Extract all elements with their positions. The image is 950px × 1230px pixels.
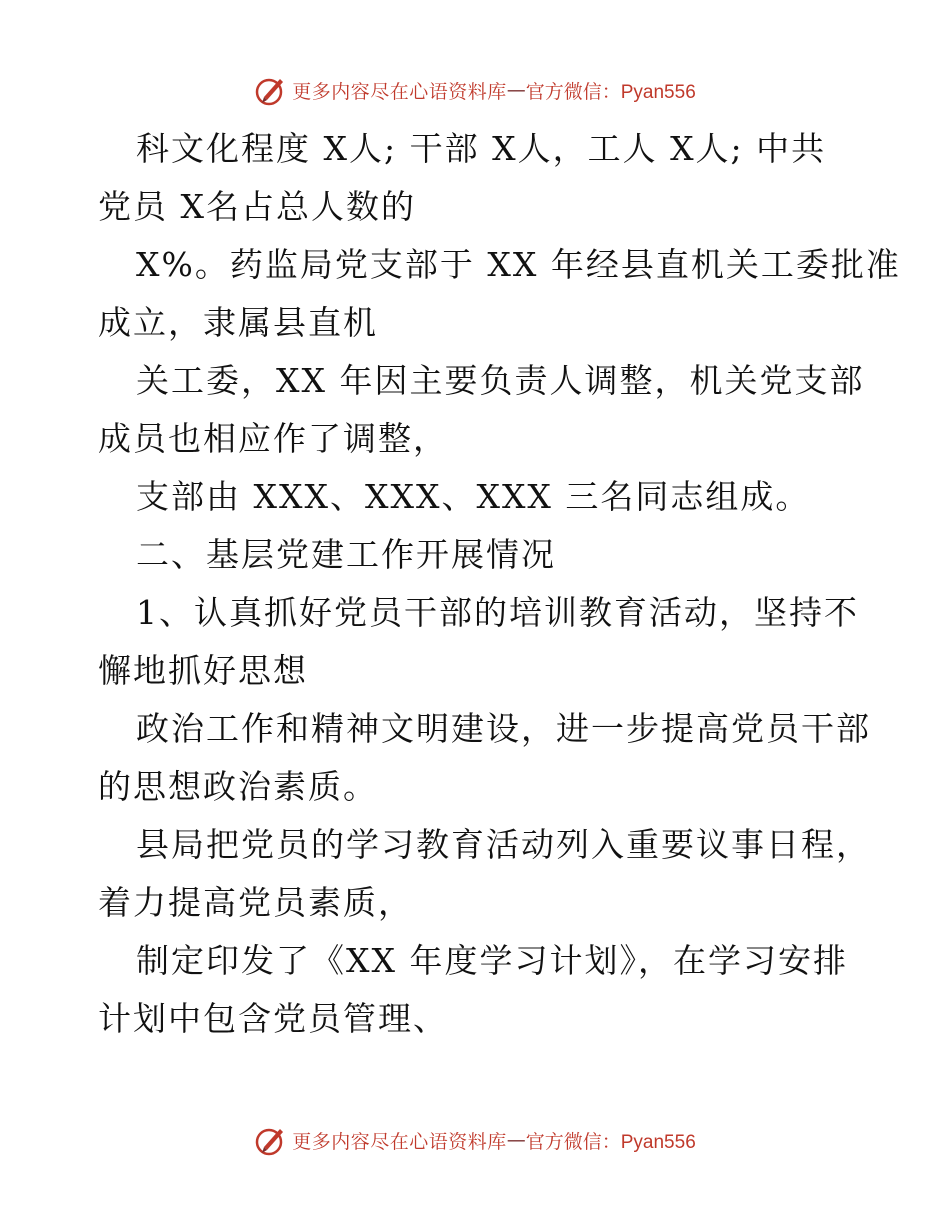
- text-line: 县局把党员的学习教育活动列入重要议事日程，: [136, 825, 871, 864]
- text-line: 支部由 XXX、XXX、XXX 三名同志组成。: [136, 477, 811, 516]
- banner-text: 更多内容尽在心语资料库: [292, 80, 507, 103]
- text-line: 的思想政治素质。: [98, 767, 378, 806]
- text-line: 政治工作和精神文明建设，进一步提高党员干部: [136, 709, 871, 748]
- text-line: 关工委，XX 年因主要负责人调整，机关党支部: [136, 361, 865, 400]
- text-line: 成员也相应作了调整，: [98, 419, 448, 458]
- text-line: 成立，隶属县直机: [98, 303, 378, 342]
- banner-wechat: 官方微信：Pyan556: [525, 81, 696, 103]
- text-line: 二、基层党建工作开展情况: [136, 535, 556, 574]
- quill-logo-icon: [254, 1123, 288, 1157]
- banner-separator: —: [506, 79, 526, 101]
- banner-separator: —: [506, 1129, 526, 1151]
- footer-banner: [0, 1120, 950, 1160]
- document-body: [98, 120, 901, 1048]
- banner-text: 更多内容尽在心语资料库: [292, 1130, 507, 1153]
- text-line: 计划中包含党员管理、: [98, 999, 448, 1038]
- text-line: X%。药监局党支部于 XX 年经县直机关工委批准: [136, 245, 901, 284]
- header-banner: [0, 70, 950, 110]
- text-line: 1、认真抓好党员干部的培训教育活动，坚持不: [136, 593, 859, 632]
- banner-wechat: 官方微信：Pyan556: [525, 1131, 696, 1153]
- text-line: 着力提高党员素质，: [98, 883, 413, 922]
- quill-logo-icon: [254, 73, 288, 107]
- text-line: 懈地抓好思想: [98, 651, 308, 690]
- text-line: 制定印发了《XX 年度学习计划》，在学习安排: [136, 941, 848, 980]
- text-line: 党员 X名占总人数的: [98, 187, 416, 226]
- text-line: 科文化程度 X人; 干部 X人，工人 X人; 中共: [136, 129, 827, 168]
